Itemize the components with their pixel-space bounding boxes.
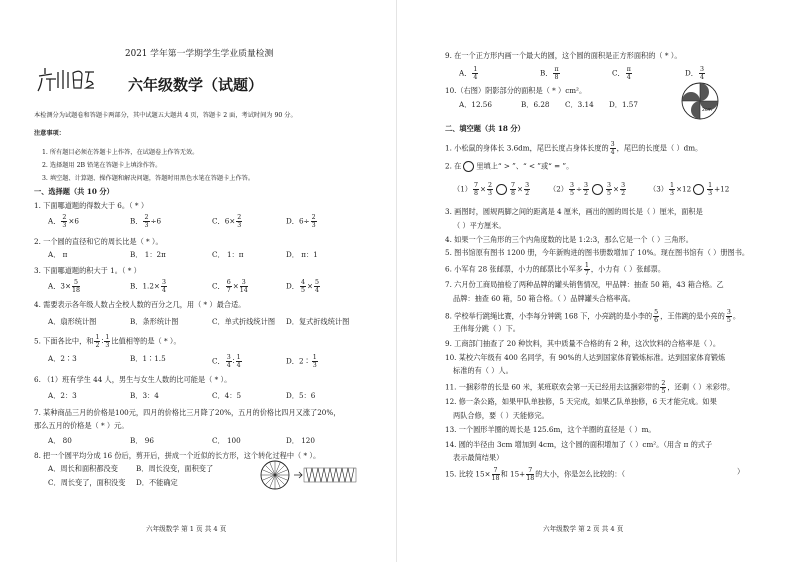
q6-option-b: B．3：4 (130, 391, 159, 400)
notes-heading: 注意事项： (34, 130, 65, 137)
fraction: $\frac{3}{4}$ (610, 141, 615, 156)
question-9-stem: 9. 在一个正方形内画一个最大的圆，这个圆的面积是正方形面积的（ * ）。 (445, 51, 682, 60)
fraction: $\frac{3}{14}$ (239, 279, 248, 294)
fraction: $\frac{5}{6}$ (654, 309, 659, 324)
q8-option-c: C．周长变了，面积没变 (48, 478, 126, 487)
fraction: $\frac{2}{3}$ (488, 182, 493, 197)
fraction: $\frac{2}{5}$ (661, 380, 666, 395)
q1-option-a: A． $\frac{2}{3}$ ×6 (48, 214, 80, 229)
fill-question-13: 13. 一个圆形羊圈的周长是 125.6m，这个羊圈的直径是（ ）m。 (445, 425, 656, 434)
fill-question-10-line-2: 标准的有（ ）人。 (453, 366, 513, 375)
question-7-line-2: 那么五月的价格是（ * ）元。 (34, 421, 129, 430)
fraction: $\frac{3}{2}$ (621, 182, 626, 197)
q10-option-a: A．12.56 (459, 100, 492, 109)
question-10-stem: 10.（右图）阴影部分的面积是（ * ）cm²。 (445, 86, 587, 95)
q3-option-a: A．3× $\frac{5}{18}$ (48, 279, 81, 294)
q3-option-c: C． $\frac{6}{7}$ × $\frac{3}{14}$ (212, 279, 248, 294)
q4-option-c: C．单式折线统计图 (212, 317, 276, 326)
fraction: $\frac{1}{3}$ (312, 354, 317, 369)
question-6-stem: 6. （1）班有学生 44 人，男生与女生人数的比可能是（ * ）。 (34, 375, 232, 384)
fraction: $\frac{1}{2}$ (95, 334, 100, 349)
main-title: 六年级数学（试题） (128, 76, 264, 94)
q6-option-c: C．4：5 (212, 391, 242, 400)
fraction: $\frac{3}{4}$ (699, 66, 704, 81)
page-2 (397, 0, 794, 562)
circle-to-rectangle-figure (258, 458, 358, 492)
signature-stamp (36, 66, 96, 94)
fraction: $\frac{3}{2}$ (525, 182, 530, 197)
q8-option-d: D．不能确定 (136, 478, 178, 487)
q3-option-d: D． $\frac{4}{5}$ × $\frac{5}{4}$ (286, 279, 320, 294)
fill-question-3-line-1: 3. 画图时，圆规两脚之间的距离是 4 厘米，画出的圆的周长是（ ）厘米，面积是 (445, 207, 703, 216)
q2-option-b: B． 1：2π (130, 250, 166, 259)
fill-question-2-part-1: （1） $\frac{7}{8}$ × $\frac{2}{3}$ $\frac{7}{8}$ × $\frac{3}{2}$ (453, 182, 530, 197)
fraction: $\frac{3}{5}$ (607, 182, 612, 197)
fill-question-11: 11. 一捆彩带的长是 60 米，某班联欢会第一天已经用去这捆彩带的 $\frac{2}{5}$ ，还剩（ ）米彩带。 (445, 380, 735, 395)
question-1-stem: 1. 下面哪道题的得数大于 6。（ * ） (34, 201, 149, 210)
q4-option-d: D．复式折线统计图 (286, 317, 350, 326)
exam-title: 2021 学年第一学期学生学业质量检测 (125, 49, 274, 59)
fraction: $\frac{2}{3}$ (144, 214, 149, 229)
fill-question-6: 6. 小军有 28 张邮票，小力的邮票比小军多 $\frac{1}{7}$ ，小力有（ ）张邮票。 (445, 262, 666, 277)
fraction: $\frac{1}{4}$ (473, 66, 478, 81)
fill-question-12-line-2: 两队合修，要（ ）天能修完。 (453, 411, 549, 420)
fraction: $\frac{2}{3}$ (237, 214, 242, 229)
fill-question-3-line-2: （ ）平方厘米。 (453, 221, 506, 230)
fill-question-14-line-1: 14. 圆的半径由 3cm 增加到 4cm，这个圆的面积增加了（ ）cm²。（用含 π 的式子 (445, 440, 713, 449)
fill-question-10-line-1: 10. 某校六年级有 400 名同学，有 90%的人达到国家体育锻炼标准。达到国家体育锻炼 (445, 353, 726, 362)
q9-option-d: D． $\frac{3}{4}$ (685, 66, 704, 81)
fill-question-12-line-1: 12. 修一条公路，如果甲队单独修，5 天完成，如果乙队单独修，6 天才能完成。如果 (445, 397, 717, 406)
blank-circle-icon[interactable] (463, 161, 474, 172)
fraction: $\frac{2}{3}$ (311, 214, 316, 229)
q5-option-d: D．2∶ $\frac{1}{3}$ (286, 354, 317, 369)
q8-option-b: B．周长没变，面积变了 (136, 464, 214, 473)
fraction: $\frac{7}{8}$ (511, 182, 516, 197)
page-2-footer: 六年级数学 第 2 页 共 4 页 (543, 525, 624, 533)
fraction: $\frac{1}{3}$ (669, 182, 674, 197)
question-3-stem: 3. 下面哪道题的积大于 1。（ * ） (34, 266, 141, 275)
fill-question-9: 9. 工商部门抽查了 20 种饮料，其中质量不合格的有 2 种，这次饮料的合格率是（ ）。 (445, 339, 721, 348)
fraction: $\frac{5}{18}$ (72, 279, 81, 294)
q10-option-c: C．3.14 (565, 100, 594, 109)
q3-option-b: B．1.2× $\frac{3}{4}$ (130, 279, 166, 294)
fill-question-2-part-3: （3） $\frac{1}{3}$ ×12 $\frac{1}{3}$ +12 (649, 182, 730, 197)
section-2-heading: 二、填空题（共 18 分） (445, 124, 525, 133)
fraction: $\frac{3}{4}$ (226, 354, 231, 369)
question-2-stem: 2. 一个圆的直径和它的周长比是（ * ）。 (34, 237, 163, 246)
fill-question-8-line-1: 8. 学校举行跳绳比赛，小李每分钟跳 168 下，小亮跳的是小李的 $\frac{5}{6}$ ，王伟跳的是小亮的 $\frac{3}{5}$ 。 (445, 309, 741, 324)
fill-question-7-line-1: 7. 六月份工商局抽检了两种品牌的罐头销售情况，甲品牌：抽查 50 箱，43 箱合格。乙 (445, 280, 724, 289)
fraction: $\frac{5}{4}$ (315, 279, 320, 294)
fraction: $\frac{1}{4}$ (236, 354, 241, 369)
fill-question-5: 5. 图书馆原有图书 1200 册，今年新购进的图书册数增加了 10%。现在图书馆有（ ）册图书。 (445, 248, 750, 257)
section-1-heading: 一、选择题（共 10 分） (34, 187, 114, 196)
fraction: $\frac{\pi}{8}$ (554, 66, 559, 81)
q5-option-b: B．1∶1.5 (130, 354, 166, 363)
question-4-stem: 4. 需要表示各年级人数占全校人数的百分之几，用（ * ）最合适。 (34, 300, 246, 309)
q7-option-a: A． 80 (48, 436, 72, 445)
fraction: $\frac{6}{7}$ (226, 279, 231, 294)
figure-label: 2cm (702, 108, 712, 113)
compare-circle-icon[interactable] (496, 184, 507, 195)
page-1-footer: 六年级数学 第 1 页 共 4 页 (146, 525, 227, 533)
fraction: $\frac{\pi}{4}$ (626, 66, 631, 81)
fraction: $\frac{3}{5}$ (569, 182, 574, 197)
fill-question-15: 15. 比较 15× $\frac{7}{18}$ 和 15+ $\frac{7}{18}$ 的大小，你是怎么比较的：（ (445, 467, 626, 482)
fraction: $\frac{3}{4}$ (161, 279, 166, 294)
fraction: $\frac{1}{7}$ (584, 262, 589, 277)
q7-option-c: C． 100 (212, 436, 241, 445)
intro-text: 本检测分为试题卷和答题卡两部分，其中试题五大题共 4 页，答题卡 2 面，考试时间为 90 分。 (34, 112, 297, 119)
shaded-circle-figure (680, 81, 720, 121)
q4-option-b: B．条形统计图 (130, 317, 179, 326)
q5-option-a: A．2∶3 (48, 354, 77, 363)
fraction: $\frac{4}{5}$ (300, 279, 305, 294)
fill-question-8-line-2: 王伟每分跳（ ）下。 (453, 324, 520, 333)
q2-option-a: A． π (48, 250, 68, 259)
fraction: $\frac{1}{3}$ (708, 182, 713, 197)
fill-question-4: 4. 如果一个三角形的三个内角度数的比是 1:2:3，那么它是一个（ ）三角形。 (445, 235, 693, 244)
fill-question-14-line-2: 表示最简结果） (453, 453, 504, 462)
fraction: $\frac{7}{18}$ (526, 467, 535, 482)
fill-question-1: 1. 小松鼠的身体长 3.6dm，尾巴长度占身体长度的 $\frac{3}{4}$ ，尾巴的长度是（ ）dm。 (445, 141, 703, 156)
fraction: $\frac{1}{3}$ (105, 334, 110, 349)
fill-question-7-line-2: 品牌：抽查 60 箱，50 箱合格。（ ）品牌罐头合格率高。 (453, 294, 635, 303)
q8-option-a: A．周长和面积都没变 (48, 464, 118, 473)
fill-question-2-part-2: （2） $\frac{3}{5}$ ÷ $\frac{3}{2}$ $\frac{3}{5}$ × $\frac{3}{2}$ (549, 182, 626, 197)
note-1: 1. 所有题目必须在答题卡上作答，在试题卷上作答无效。 (42, 149, 199, 156)
q1-option-d: D．6÷ $\frac{2}{3}$ (286, 214, 316, 229)
q6-option-a: A．2：3 (48, 391, 77, 400)
q1-option-c: C．6× $\frac{2}{3}$ (212, 214, 242, 229)
fraction: $\frac{2}{3}$ (62, 214, 67, 229)
q7-option-b: B． 96 (130, 436, 154, 445)
fraction: $\frac{3}{5}$ (726, 309, 731, 324)
compare-circle-icon[interactable] (592, 184, 603, 195)
q7-option-d: D． 120 (286, 436, 315, 445)
q10-option-d: D．1.57 (609, 100, 638, 109)
fraction: $\frac{7}{18}$ (491, 467, 500, 482)
q10-option-b: B．6.28 (521, 100, 550, 109)
fill-question-2-stem: 2. 在 里填上“ > ”、“ < ”或“ = ”。 (445, 161, 574, 171)
q9-option-a: A． $\frac{1}{4}$ (459, 66, 478, 81)
fill-question-15-close: ） (737, 467, 745, 476)
approx-rectangle (306, 468, 354, 482)
q9-option-b: B． $\frac{\pi}{8}$ (540, 66, 559, 81)
fraction: $\frac{3}{2}$ (584, 182, 589, 197)
question-8-stem: 8. 把一个圆平均分成 16 份后，剪开后，拼成一个近似的长方形，这个转化过程中（ * ）。 (34, 451, 321, 460)
note-2: 2. 选择题用 2B 铅笔在答题卡上填涂作答。 (42, 162, 162, 169)
note-3: 3. 填空题、计算题、操作题和解决问题，答题时用黑色水笔在答题卡上作答。 (42, 175, 255, 182)
question-5-stem: 5. 下面各比中，和 $\frac{1}{2}$ ∶ $\frac{1}{3}$ 比值相等的是（ * ）。 (34, 334, 181, 349)
q5-option-c: C． $\frac{3}{4}$ ∶ $\frac{1}{4}$ (212, 354, 241, 369)
q2-option-d: D． π：1 (286, 250, 318, 259)
question-7-line-1: 7. 某种商品三月的价格是100元，四月的价格比三月降了20%，五月的价格比四月又涨了20%， (34, 408, 341, 417)
q1-option-b: B． $\frac{2}{3}$ ÷6 (130, 214, 162, 229)
q4-option-a: A．扇形统计图 (48, 317, 97, 326)
q9-option-c: C． $\frac{\pi}{4}$ (612, 66, 631, 81)
compare-circle-icon[interactable] (693, 184, 704, 195)
fraction: $\frac{7}{8}$ (473, 182, 478, 197)
q2-option-c: C． 1：π (212, 250, 244, 259)
q6-option-d: D．5：6 (286, 391, 316, 400)
